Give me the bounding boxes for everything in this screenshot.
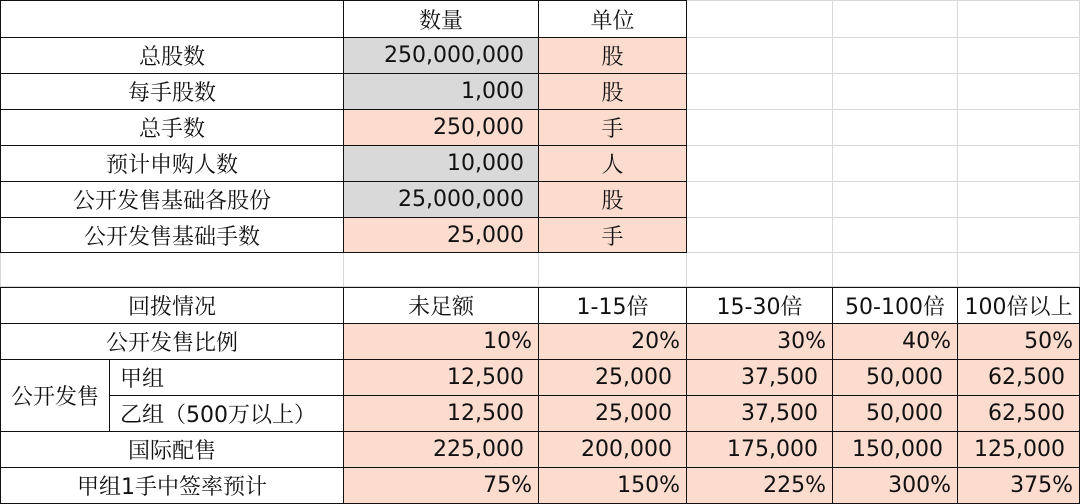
win-rate-label: 甲组1手中签率预计 [77, 475, 267, 500]
border [109, 395, 1080, 396]
win-rate-cell[interactable]: 75% [344, 468, 538, 503]
group-b-cell[interactable]: 62,500 [958, 396, 1079, 431]
border [538, 287, 539, 504]
international-cell[interactable]: 150,000 [833, 432, 957, 467]
gridline [957, 0, 958, 287]
group-b-cell[interactable]: 12,500 [344, 396, 538, 431]
value-cell[interactable]: 10,000 [344, 146, 538, 181]
row-label: 预计申购人数 [105, 153, 238, 178]
border [343, 287, 344, 504]
border [538, 0, 539, 253]
international-cell[interactable]: 200,000 [539, 432, 686, 467]
gridline [0, 252, 1, 287]
column-header: 1-15倍 [576, 295, 649, 320]
international-label: 国际配售 [127, 439, 216, 464]
gridline [686, 252, 687, 287]
row-label: 总手数 [138, 117, 205, 142]
border [686, 287, 687, 504]
gridline [832, 0, 833, 287]
row-label: 公开发售比例 [105, 331, 238, 356]
row-label: 公开发售基础各股份 [72, 189, 271, 214]
row-label: 每手股数 [127, 81, 216, 106]
gridline [686, 145, 1080, 146]
group-b-label: 乙组（500万以上） [120, 403, 316, 428]
border [0, 467, 1080, 468]
unit-cell: 股 [539, 182, 686, 217]
gridline [686, 109, 1080, 110]
public-offering-label: 公开发售 [10, 385, 99, 410]
header-quantity: 数量 [418, 8, 463, 34]
ratio-cell[interactable]: 50% [958, 324, 1079, 359]
group-b-cell[interactable]: 37,500 [687, 396, 832, 431]
border [343, 0, 344, 253]
win-rate-cell[interactable]: 225% [687, 468, 832, 503]
gridline [686, 181, 1080, 182]
gridline [538, 252, 539, 287]
gridline [686, 37, 1080, 38]
border [686, 0, 687, 253]
international-cell[interactable]: 175,000 [687, 432, 832, 467]
international-cell[interactable]: 225,000 [344, 432, 538, 467]
gridline [343, 252, 344, 287]
gridline [686, 217, 1080, 218]
row-label: 总股数 [138, 45, 205, 70]
border [0, 323, 1080, 324]
international-cell[interactable]: 125,000 [958, 432, 1079, 467]
border [109, 359, 110, 432]
unit-cell: 手 [539, 110, 686, 145]
header-scenario: 回拨情况 [127, 295, 216, 320]
gridline [686, 73, 1080, 74]
win-rate-cell[interactable]: 300% [833, 468, 957, 503]
column-header: 100倍以上 [964, 295, 1073, 320]
unit-cell: 手 [539, 218, 686, 252]
value-cell[interactable]: 250,000,000 [344, 38, 538, 73]
ratio-cell[interactable]: 30% [687, 324, 832, 359]
ratio-cell[interactable]: 40% [833, 324, 957, 359]
group-a-cell[interactable]: 12,500 [344, 360, 538, 395]
header-unit: 单位 [590, 8, 635, 34]
value-cell[interactable]: 1,000 [344, 74, 538, 109]
unit-cell: 股 [539, 74, 686, 109]
border [832, 287, 833, 504]
value-cell[interactable]: 250,000 [344, 110, 538, 145]
win-rate-cell[interactable]: 375% [958, 468, 1079, 503]
border [0, 0, 1, 253]
row-label: 公开发售基础手数 [83, 224, 260, 250]
group-a-cell[interactable]: 25,000 [539, 360, 686, 395]
ratio-cell[interactable]: 20% [539, 324, 686, 359]
win-rate-cell[interactable]: 150% [539, 468, 686, 503]
border [0, 431, 1080, 432]
group-b-cell[interactable]: 50,000 [833, 396, 957, 431]
value-cell[interactable]: 25,000 [344, 218, 538, 252]
gridline [686, 0, 1080, 1]
column-header: 50-100倍 [845, 295, 945, 320]
column-header: 未足额 [407, 295, 474, 320]
unit-cell: 股 [539, 38, 686, 73]
border [957, 287, 958, 504]
group-a-cell[interactable]: 37,500 [687, 360, 832, 395]
column-header: 15-30倍 [716, 295, 803, 320]
group-a-label: 甲组 [120, 367, 165, 392]
border [0, 287, 1, 504]
group-a-cell[interactable]: 62,500 [958, 360, 1079, 395]
group-b-cell[interactable]: 25,000 [539, 396, 686, 431]
value-cell[interactable]: 25,000,000 [344, 182, 538, 217]
border [0, 287, 1080, 288]
unit-cell: 人 [539, 146, 686, 181]
group-a-cell[interactable]: 50,000 [833, 360, 957, 395]
ratio-cell[interactable]: 10% [344, 324, 538, 359]
border [0, 359, 1080, 360]
